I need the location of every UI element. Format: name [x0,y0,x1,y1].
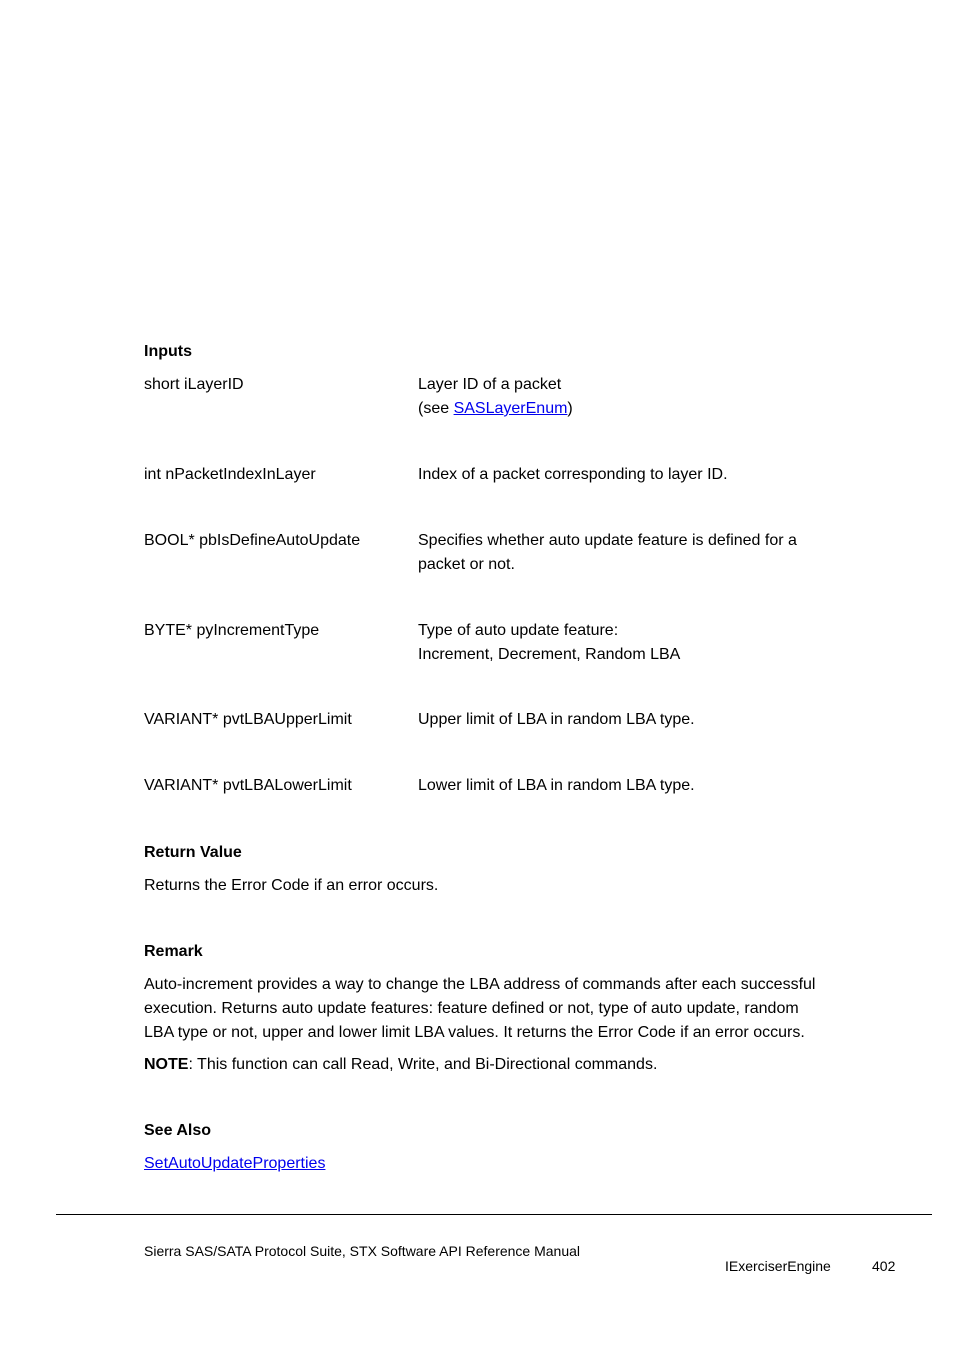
note-label: NOTE [144,1056,189,1073]
remark-line: Auto-increment provides a way to change the LBA address of commands after each successful [144,976,816,993]
param-desc: Lower limit of LBA in random LBA type. [418,777,695,794]
footer-manual-title: Sierra SAS/SATA Protocol Suite, STX Software API Reference Manual [144,1243,581,1259]
saslayerenum-link[interactable]: SASLayerEnum [453,400,568,417]
param-desc-line: Increment, Decrement, Random LBA [418,646,681,663]
see-suffix: ) [567,400,573,417]
return-value-text: Returns the Error Code if an error occurs. [144,877,439,894]
remark-paragraph [144,973,904,1045]
param-desc-line: Specifies whether auto update feature is defined for a [418,532,797,549]
note-text: : This function can call Read, Write, and Bi-Directional commands. [188,1056,658,1073]
see-prefix: (see [418,400,454,417]
remark-line: execution. Returns auto update features: feature defined or not, type of auto update, random [144,1000,799,1017]
remark-line: LBA type or not, upper and lower limit LBA values. It returns the Error Code if an error occurs. [144,1024,805,1041]
return-value-heading: Return Value [144,844,242,861]
param-desc [418,373,573,421]
footer-page-number: 402 [872,1258,896,1274]
footer-divider [56,1214,932,1215]
param-name: VARIANT* pvtLBAUpperLimit [144,711,352,728]
remark-heading: Remark [144,943,203,960]
param-desc-line: packet or not. [418,556,515,573]
setautoupdateproperties-link[interactable]: SetAutoUpdateProperties [144,1155,326,1172]
remark-note [144,1053,657,1077]
param-desc-line: Layer ID of a packet [418,376,562,393]
footer-section: IExerciserEngine [725,1258,831,1274]
param-desc: Index of a packet corresponding to layer ID. [418,466,728,483]
param-desc [418,619,680,667]
param-desc: Upper limit of LBA in random LBA type. [418,711,695,728]
param-desc [418,529,797,577]
param-name: BYTE* pyIncrementType [144,622,320,639]
see-also-heading: See Also [144,1122,211,1139]
param-name: short iLayerID [144,376,244,393]
inputs-heading: Inputs [144,343,192,360]
param-desc-line: Type of auto update feature: [418,622,619,639]
param-name: int nPacketIndexInLayer [144,466,316,483]
param-name: BOOL* pbIsDefineAutoUpdate [144,532,361,549]
param-name: VARIANT* pvtLBALowerLimit [144,777,352,794]
param-desc-line [418,397,573,421]
